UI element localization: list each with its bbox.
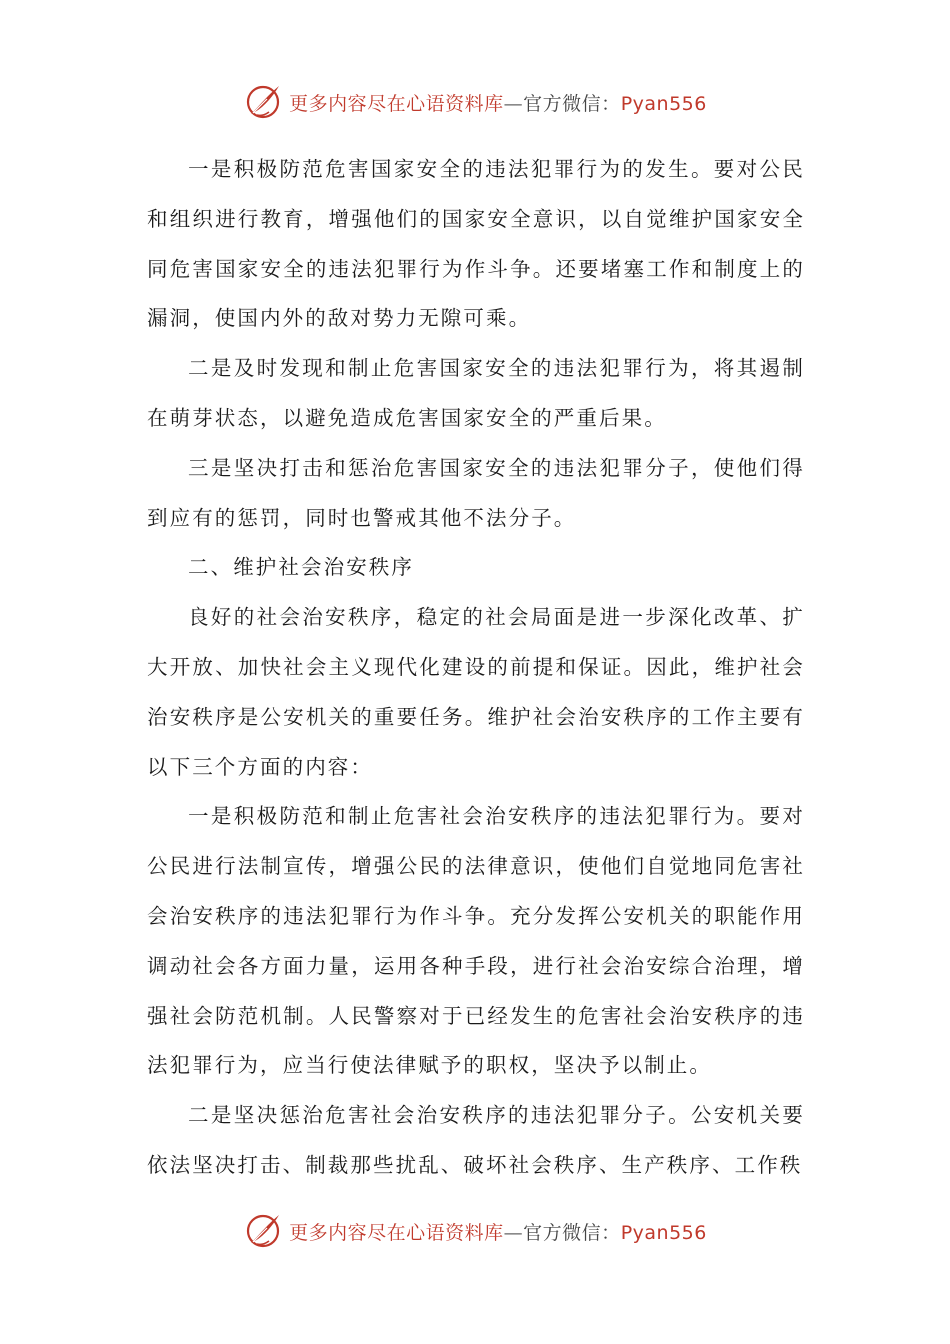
quill-pen-seal-icon bbox=[243, 82, 283, 122]
section-heading: 二、维护社会治安秩序 bbox=[188, 555, 414, 580]
banner-brand: 更多内容尽在心语资料库 bbox=[289, 92, 504, 115]
paragraph: 一是积极防范危害国家安全的违法犯罪行为的发生。要对公民和组织进行教育，增强他们的国家安全意识，以自觉维护国家安全同危害国家安全的违法犯罪行为作斗争。还要堵塞工作和制度上的漏洞，使国内外的敌对势力无隙可乘。 bbox=[147, 157, 805, 331]
banner-text bbox=[289, 1218, 707, 1245]
quill-pen-seal-icon bbox=[243, 1211, 283, 1251]
header-banner bbox=[0, 80, 950, 124]
document-body bbox=[147, 145, 805, 1191]
paragraph: 一是积极防范和制止危害社会治安秩序的违法犯罪行为。要对公民进行法制宣传，增强公民的法律意识，使他们自觉地同危害社会治安秩序的违法犯罪行为作斗争。充分发挥公安机关的职能作用调动社会各方面力量，运用各种手段，进行社会治安综合治理，增强社会防范机制。人民警察对于已经发生的危害社会治安秩序的违法犯罪行为，应当行使法律赋予的职权，坚决予以制止。 bbox=[147, 804, 805, 1078]
banner-dash: — bbox=[503, 1221, 524, 1244]
banner-wechat-id: Pyan556 bbox=[620, 1221, 707, 1244]
banner-wechat-label: 官方微信： bbox=[523, 1221, 621, 1244]
footer-banner bbox=[0, 1209, 950, 1253]
banner-text bbox=[289, 89, 707, 116]
banner-dash: — bbox=[503, 92, 524, 115]
paragraph: 三是坚决打击和惩治危害国家安全的违法犯罪分子，使他们得到应有的惩罚，同时也警戒其他不法分子。 bbox=[147, 455, 805, 530]
paragraph: 二是坚决惩治危害社会治安秩序的违法犯罪分子。公安机关要依法坚决打击、制裁那些扰乱、破坏社会秩序、生产秩序、工作秩 bbox=[147, 1103, 805, 1177]
paragraph: 良好的社会治安秩序，稳定的社会局面是进一步深化改革、扩大开放、加快社会主义现代化建设的前提和保证。因此，维护社会治安秩序是公安机关的重要任务。维护社会治安秩序的工作主要有以下三个方面的内容： bbox=[147, 605, 805, 779]
banner-wechat-label: 官方微信： bbox=[523, 92, 621, 115]
paragraph: 二是及时发现和制止危害国家安全的违法犯罪行为，将其遏制在萌芽状态，以避免造成危害国家安全的严重后果。 bbox=[147, 356, 805, 430]
banner-wechat-id: Pyan556 bbox=[620, 92, 707, 115]
banner-brand: 更多内容尽在心语资料库 bbox=[289, 1221, 504, 1244]
